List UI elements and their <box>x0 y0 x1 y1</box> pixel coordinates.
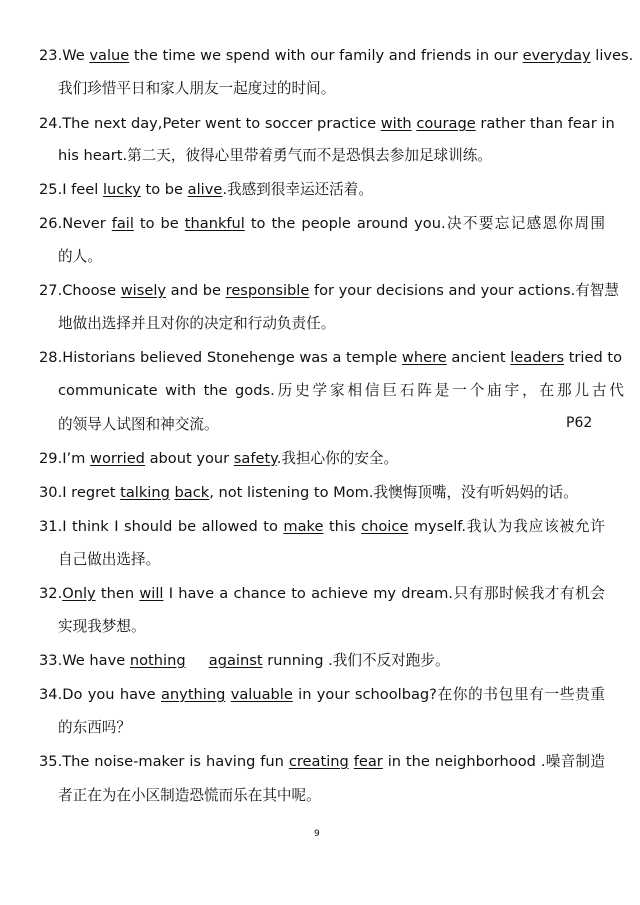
underlined-word: alive <box>187 181 223 198</box>
text-segment: Do you have <box>62 686 161 703</box>
underlined-word: leaders <box>510 349 565 366</box>
text-segment: I’m <box>62 450 91 467</box>
text-segment: 的领导人试图和神交流。 <box>58 416 219 433</box>
sentence-line <box>39 46 634 66</box>
text-segment: myself.我认为我应该被允许 <box>408 518 605 535</box>
text-segment: The next day,Peter went to soccer practice <box>62 115 381 132</box>
translation-line <box>58 314 624 334</box>
text-segment: 我们珍惜平日和家人朋友一起度过的时间。 <box>58 80 336 97</box>
underlined-word: against <box>208 652 263 669</box>
underlined-word: anything <box>160 686 226 703</box>
underlined-word: Only <box>62 585 96 602</box>
text-segment: to be <box>140 181 188 198</box>
sentence-line <box>39 180 605 200</box>
sentence-line <box>39 281 620 301</box>
item-number: 26. <box>39 215 63 232</box>
text-segment: 实现我梦想。 <box>58 618 146 635</box>
translation-line <box>58 247 624 267</box>
text-segment: We have <box>62 652 130 669</box>
sentence-line <box>39 214 605 234</box>
translation-line <box>58 786 624 806</box>
underlined-word: choice <box>361 518 409 535</box>
underlined-word: where <box>401 349 447 366</box>
text-segment: 自己做出选择。 <box>58 551 161 568</box>
underlined-word: worried <box>90 450 145 467</box>
text-segment: the time we spend with our family and friends in our <box>129 47 523 64</box>
underlined-word: valuable <box>230 686 293 703</box>
text-segment: running .我们不反对跑步。 <box>262 652 450 669</box>
underlined-word: fail <box>111 215 134 232</box>
item-number: 34. <box>39 686 63 703</box>
underlined-word: back <box>174 484 210 501</box>
sentence-line <box>39 449 605 469</box>
text-segment: then <box>95 585 140 602</box>
underlined-word: fear <box>353 753 383 770</box>
sentence-line <box>39 651 605 671</box>
underlined-word: courage <box>416 115 476 132</box>
text-segment: 者正在为在小区制造恐慌而乐在其中呢。 <box>58 787 321 804</box>
underlined-word: thankful <box>184 215 245 232</box>
text-segment: I regret <box>62 484 121 501</box>
translation-line <box>58 415 624 435</box>
text-segment: I feel <box>62 181 103 198</box>
translation-line <box>58 617 624 637</box>
translation-line <box>58 550 624 570</box>
text-segment: rather than fear in <box>475 115 615 132</box>
text-segment: , not listening to Mom.我懊悔顶嘴，没有听妈妈的话。 <box>209 484 578 501</box>
underlined-word: responsible <box>225 282 310 299</box>
item-number: 23. <box>39 47 63 64</box>
page-number: 9 <box>314 829 320 839</box>
sentence-line <box>39 348 623 368</box>
text-segment: to the people around you.决不要忘记感恩你周围 <box>244 215 606 232</box>
text-segment: .我感到很幸运还活着。 <box>222 181 373 198</box>
underlined-word: make <box>283 518 324 535</box>
item-number: 28. <box>39 349 63 366</box>
underlined-word: creating <box>288 753 349 770</box>
page-reference: P62 <box>566 415 593 431</box>
text-segment: We <box>62 47 90 64</box>
text-segment: Historians believed Stonehenge was a temple <box>62 349 402 366</box>
underlined-word: safety <box>233 450 277 467</box>
text-segment: to be <box>133 215 185 232</box>
sentence-line <box>39 517 605 537</box>
sentence-line <box>39 752 605 772</box>
underlined-word: nothing <box>129 652 186 669</box>
item-number: 32. <box>39 585 63 602</box>
text-segment <box>186 652 209 669</box>
translation-line <box>58 79 624 99</box>
text-segment: The noise-maker is having fun <box>62 753 289 770</box>
text-segment: .我担心你的安全。 <box>276 450 399 467</box>
text-segment: 地做出选择并且对你的决定和行动负责任。 <box>58 315 336 332</box>
text-segment: I think I should be allowed to <box>62 518 284 535</box>
text-segment: and be <box>166 282 226 299</box>
translation-line <box>58 718 624 738</box>
item-number: 30. <box>39 484 63 501</box>
text-segment: I have a chance to achieve my dream.只有那时候我才有机会 <box>163 585 605 602</box>
sentence-line <box>39 483 605 503</box>
underlined-word: value <box>89 47 130 64</box>
text-segment: lives. <box>590 47 634 64</box>
text-segment: about your <box>144 450 234 467</box>
text-segment: tried to <box>564 349 623 366</box>
item-number: 29. <box>39 450 63 467</box>
underlined-word: will <box>139 585 164 602</box>
text-segment: Never <box>62 215 112 232</box>
item-number: 33. <box>39 652 63 669</box>
underlined-word: everyday <box>522 47 591 64</box>
item-number: 27. <box>39 282 63 299</box>
item-number: 31. <box>39 518 63 535</box>
text-segment: Choose <box>62 282 121 299</box>
text-segment: ancient <box>446 349 511 366</box>
text-segment: in your schoolbag?在你的书包里有一些贵重 <box>292 686 605 703</box>
underlined-word: lucky <box>102 181 141 198</box>
sentence-line <box>39 685 605 705</box>
translation-line <box>58 146 624 166</box>
text-segment: this <box>323 518 362 535</box>
item-number: 24. <box>39 115 63 132</box>
text-segment: in the neighborhood .噪音制造 <box>382 753 605 770</box>
underlined-word: wisely <box>120 282 167 299</box>
underlined-word: talking <box>120 484 170 501</box>
item-number: 25. <box>39 181 63 198</box>
text-segment: 的人。 <box>58 248 102 265</box>
text-segment: communicate with the gods.历史学家相信巨石阵是一个庙宇，在那儿古代 <box>58 382 624 399</box>
text-segment: 的东西吗？ <box>58 719 131 736</box>
text-segment: his heart.第二天，彼得心里带着勇气而不是恐惧去参加足球训练。 <box>58 147 492 164</box>
sentence-line <box>39 584 605 604</box>
underlined-word: with <box>380 115 412 132</box>
item-number: 35. <box>39 753 63 770</box>
translation-line <box>58 381 624 401</box>
sentence-line <box>39 114 615 134</box>
text-segment: for your decisions and your actions.有智慧 <box>309 282 620 299</box>
